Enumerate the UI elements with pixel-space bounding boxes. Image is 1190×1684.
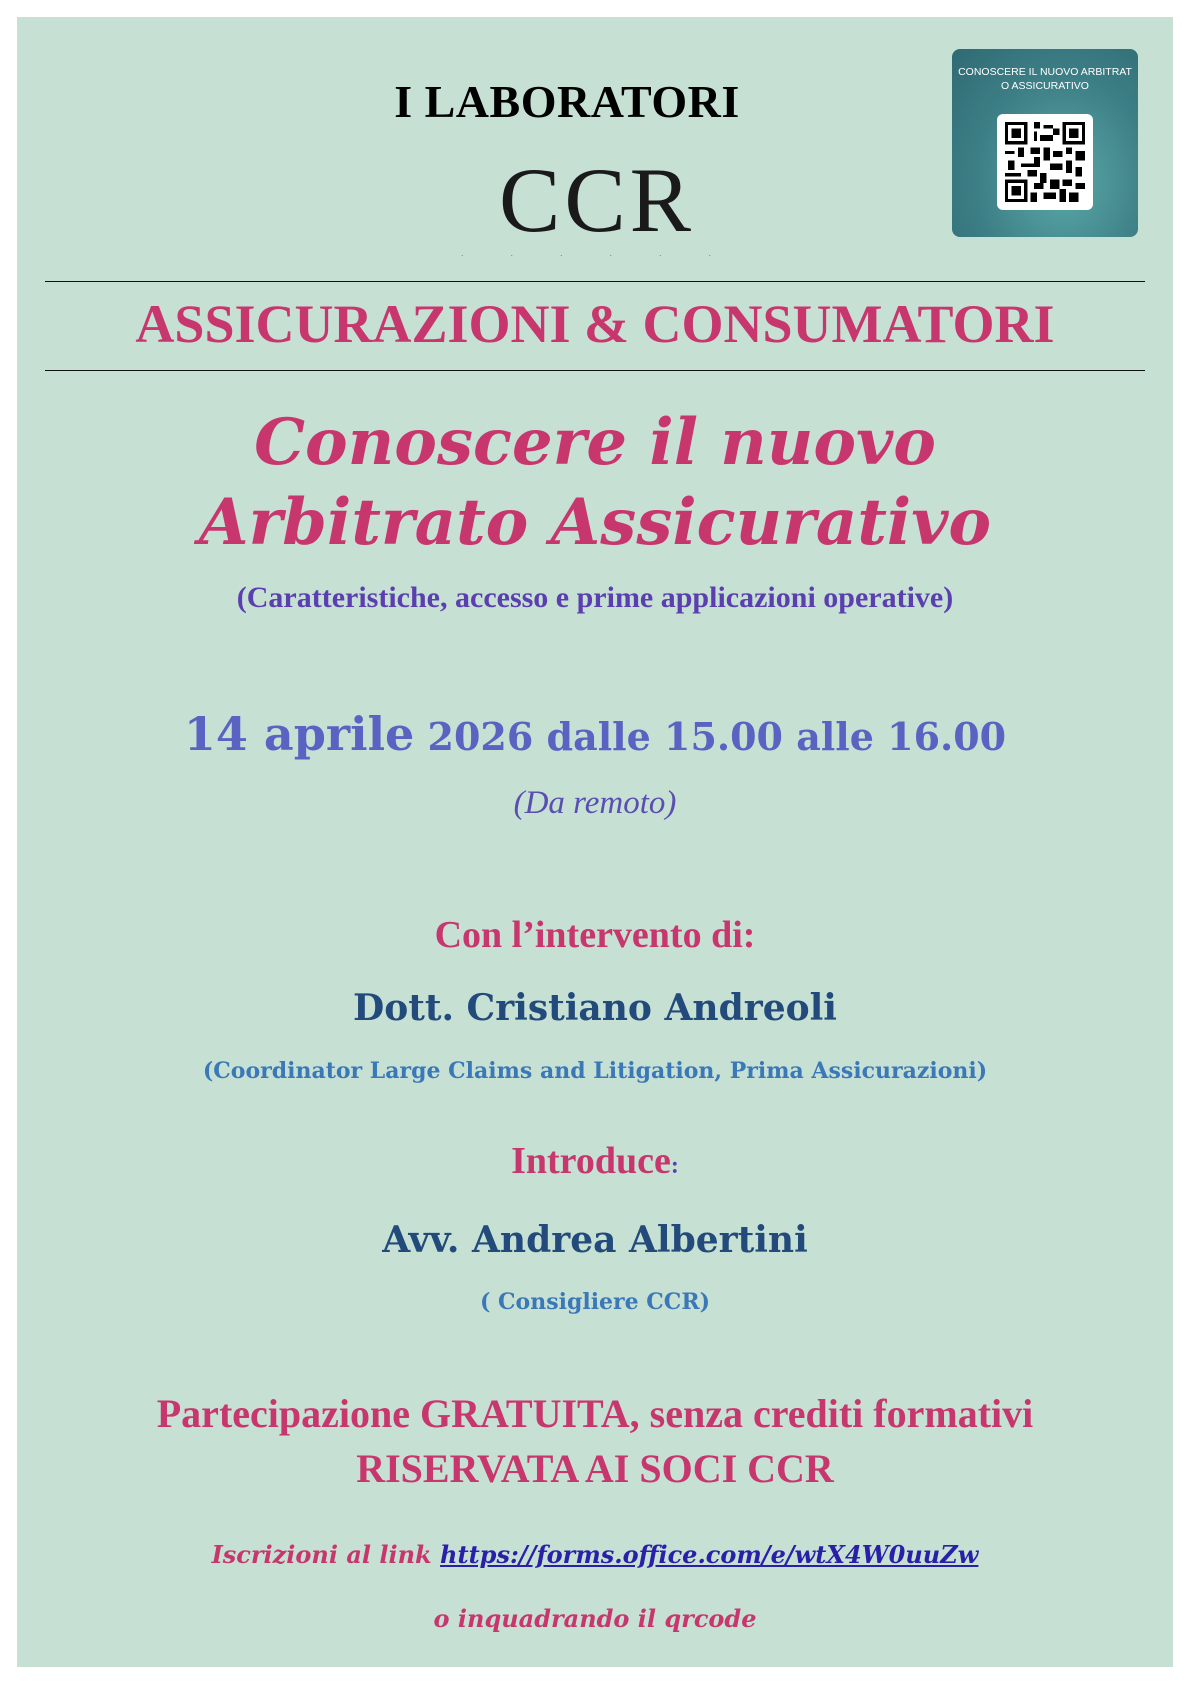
- registration-link[interactable]: https://forms.office.com/e/wtX4W0uuZw: [440, 1540, 979, 1569]
- bottom-divider: [45, 370, 1145, 371]
- intro-speaker-name: Avv. Andrea Albertini: [382, 1219, 808, 1261]
- ccr-logo-subtext: · · · · · ·: [460, 250, 734, 260]
- ccr-logo-text: CCR: [498, 149, 696, 251]
- intervention-label: Con l’intervento di:: [434, 914, 756, 956]
- flyer-page: [17, 17, 1173, 1667]
- qr-hint: o inquadrando il qrcode: [433, 1604, 757, 1633]
- intro-heading: [17, 1139, 1173, 1183]
- registration-line: [17, 1540, 1173, 1569]
- event-title-line2: Arbitrato Assicurativo: [198, 485, 992, 560]
- section-title: ASSICURAZIONI & CONSUMATORI: [135, 294, 1055, 354]
- intro-label: Introduce: [511, 1140, 671, 1182]
- participation-line1: Partecipazione GRATUITA, senza crediti formativi: [156, 1391, 1034, 1436]
- intro-colon: :: [670, 1153, 679, 1179]
- intro-speaker-role: ( Consigliere CCR): [479, 1289, 711, 1315]
- event-date-main: 14 aprile: [183, 707, 415, 761]
- qr-code-icon[interactable]: [997, 114, 1093, 210]
- event-date: [17, 707, 1173, 761]
- speaker-name: Dott. Cristiano Andreoli: [353, 987, 837, 1029]
- top-divider: [45, 281, 1145, 282]
- registration-label: Iscrizioni al link: [211, 1540, 441, 1569]
- event-date-time: 2026 dalle 15.00 alle 16.00: [414, 714, 1007, 759]
- participation-line2: RISERVATA AI SOCI CCR: [356, 1446, 834, 1491]
- event-mode: (Da remoto): [513, 785, 677, 821]
- laboratori-label: I LABORATORI: [394, 76, 740, 127]
- speaker-role: (Coordinator Large Claims and Litigation, Prima Assicurazioni): [202, 1058, 988, 1084]
- ccr-logo: [457, 150, 737, 265]
- event-title-line1: Conoscere il nuovo: [254, 405, 936, 480]
- qr-card[interactable]: [952, 49, 1138, 237]
- event-subtitle: (Caratteristiche, accesso e prime applicazioni operative): [236, 581, 954, 614]
- qr-card-title: CONOSCERE IL NUOVO ARBITRAT O ASSICURATIVO: [958, 66, 1132, 92]
